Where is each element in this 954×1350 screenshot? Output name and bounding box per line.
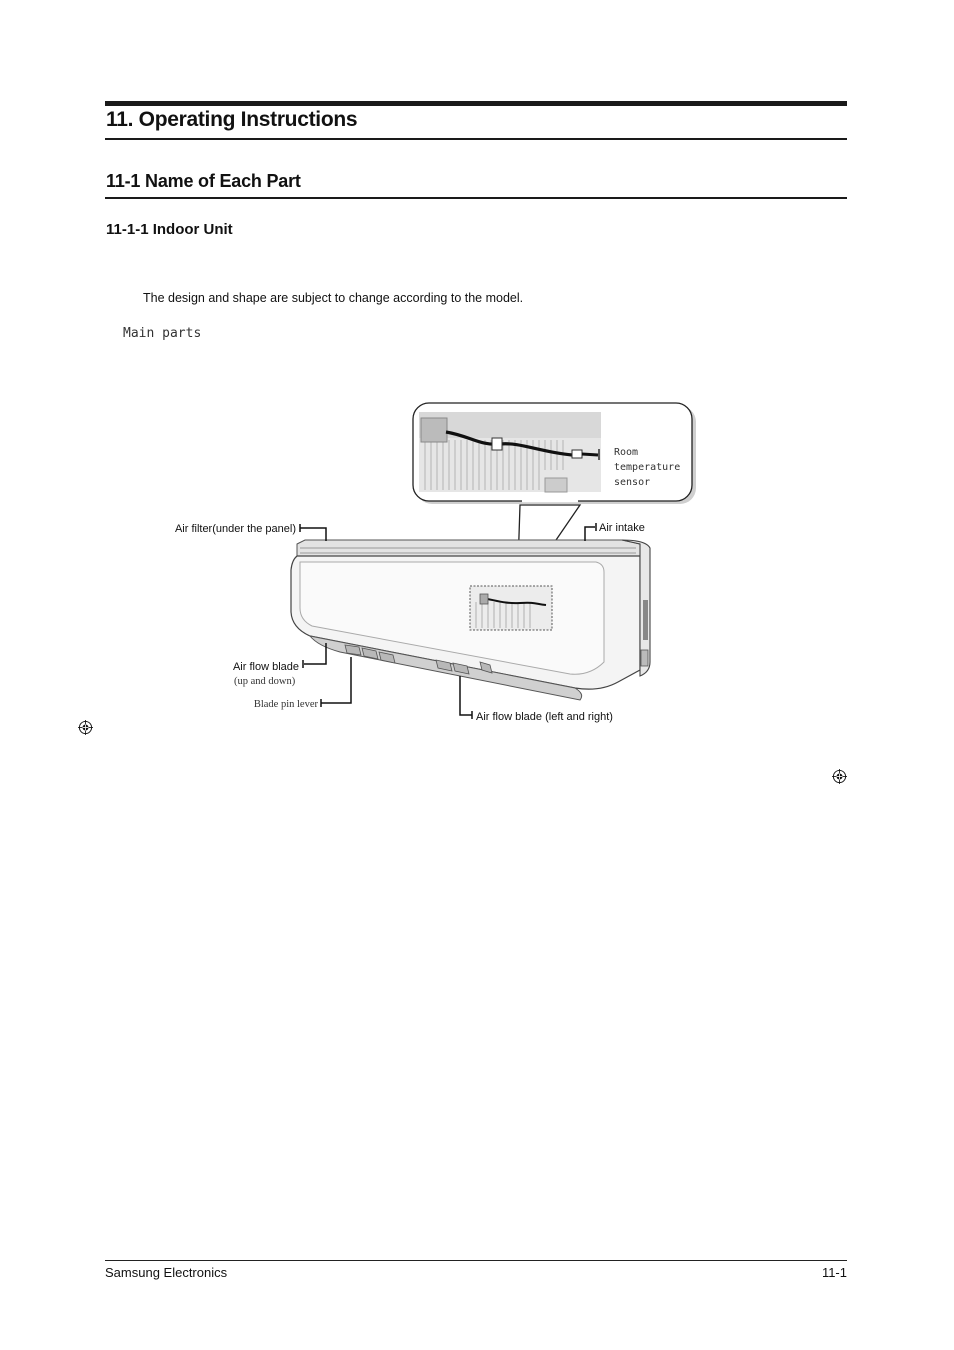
registration-mark-icon <box>78 720 93 735</box>
air-intake-label: Air intake <box>599 522 645 534</box>
room-sensor-label-line3: sensor <box>614 477 651 488</box>
blade-pin-lever-label: Blade pin lever <box>253 699 318 710</box>
air-flow-leftright-label: Air flow blade (left and right) <box>476 711 613 723</box>
room-sensor-label-line1: Room <box>614 447 639 458</box>
chapter-title: 11. Operating Instructions <box>106 108 358 131</box>
sensor-closeup <box>419 412 601 492</box>
section-title: 11-1 Name of Each Part <box>106 171 301 191</box>
registration-mark-icon <box>832 769 847 784</box>
footer-page-number: 11-1 <box>821 1265 847 1280</box>
air-flow-updown-label-line1: Air flow blade <box>232 661 299 673</box>
room-sensor-label-line2: temperature <box>614 462 681 473</box>
indoor-unit-body <box>291 540 650 700</box>
design-note: The design and shape are subject to change according to the model. <box>143 291 524 305</box>
footer-rule <box>105 1260 847 1261</box>
subsection-title: 11-1-1 Indoor Unit <box>106 221 233 238</box>
footer-company: Samsung Electronics <box>105 1265 228 1280</box>
air-filter-label: Air filter(under the panel) <box>174 523 296 535</box>
main-parts-label: Main parts <box>123 326 202 341</box>
air-flow-updown-label-line2: (up and down) <box>234 676 296 687</box>
